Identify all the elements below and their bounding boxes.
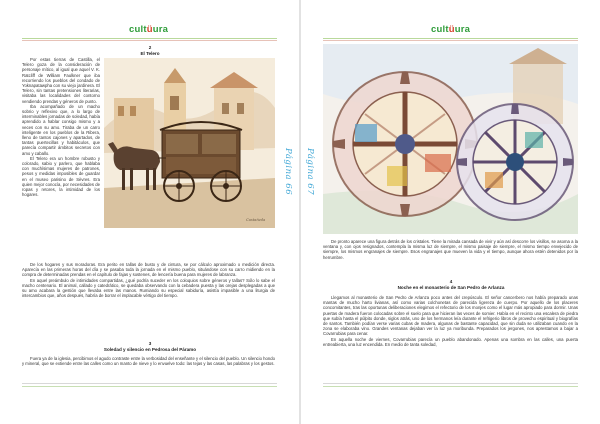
magazine-logo: cultüura [129,24,169,35]
right-body-text [323,295,578,379]
header-rule [323,38,578,39]
illustration-signature: Castañeda [246,218,266,222]
right-page [301,0,600,424]
left-column-text [22,57,100,265]
section-number: 4 [449,279,453,284]
header-rule [22,38,277,39]
left-full-width-text [22,262,275,336]
paragraph: Llegamos al monasterio de San Pedro de Arlanza poco antes del crepúsculo. El señor cancerbero nos había preparado unas mantas de mucho harto livianas, así como varias colchonetas de parecida ligereza de cuerpo. Por aquello de los placeres concomitantes, tras las oportunas deliberaciones elegimos el refectorio de los monjes como el lugar más apropiado para dormir. Unas puertas de madera fueron colocadas sobre el suelo para que hicieran las veces de somier. Había en el recinto una escalera de piedra que subía hasta el púlpito donde, siglos atrás, uno de los hermanos leía durante el refrigerio libros de provecho espiritual y biografías de santos. También podían verse varias cubas de madera, algunas de bastante capacidad, que sin duda se utilizaban cuando en la zona se elaboraba vino. Grandes ventanas dejaban ver la luz ya moribunda. Preparados los jergones, nos aprestamos a bajar a Covarrubias para cenar. [323,295,578,337]
paragraph: Iba acompañado de un macho sobrio y reflexivo que, a lo largo de interminables jornadas de soledad, había aprendido a hablar consigo mismo y a veces con su amo. Tiraba de un carro inteligente en los pueblos de la Ribera, lleno de tantos cajones y apartados, de tantas puertecillas y habitáculos, que parecía compartir ámbitos secretos con amo y caballo. [22,103,100,156]
paragraph: En aquella noche de viernes, Covarrubias parecía un pueblo abandonado. Apenas una sombra en las calles, una puerta entreabierta, una luz encendida. En medio de tanta soledad, [323,336,578,347]
paragraph: De los hogares y sus moradoras. Era perito en tallas de busto y de cintura, se por cálculo aproximado o medición directa. Aparecía en las primeras horas del día y se pasaba toda la jornada en el mismo pueblo, situándose con su carro midiendo en la compra de determinadas prendas en el capítulo de fajas y sostenes, de lencería buena para mujeres de labranza. [22,262,275,278]
section-title: El Telero [140,51,160,56]
left-page [0,0,299,424]
paragraph: El Telero era un hombre robusto y colorado, sabio y parlero, que hablaba con muchísimas mujeres de patrones, pesos y medidas imposibles de guardar en el museo parisino de Sèvres. Era quien mejor conocía, por necesidades de ropas y retores, la intimidad de los hogares. [22,155,100,198]
left-bottom-text [22,356,275,376]
section-number: 2 [148,45,152,50]
gears-watercolor [323,44,578,234]
paragraph: En aquel preámbulo de intimidades compartidas, ¿qué podría suceder en los coloquios sobre géneros y tallas? Sólo lo sabe el macho centenario. El animal, callado y catedrático, se quedaba observando con la cebadera puesta y las orejas desplegadas a que su amo acabara la gestión que llevaba entre las manos. Rumiando su especial sabiduría, asistía impasible a una liturgia de intercambios que, años después, habría de borrar el implacable vértigo del tiempo. [22,277,275,299]
footer-rule [323,383,578,384]
paragraph: Por estas tierras de Castilla, el Telero goza de la consideración de personaje mítico, al igual que aquel V. K. Ratcliff de William Faulkner que iba recorriendo los pueblos del condado de Yoknapatawpha con su viejo jardinera. El Telero, sin tantas pretensiones literarias, visitaba las localidades del contorno vendiendo prendas y géneros de punto. [22,57,100,104]
magazine-logo: cultüura [431,24,471,35]
gears-illustration [323,44,578,234]
left-right-column-text [104,232,275,266]
footer-rule-accent [323,386,578,387]
footer-rule [22,383,277,384]
telero-illustration [104,58,275,228]
right-intro-text [323,239,578,277]
page-number-right: Página 67 [305,148,315,196]
section-number-2: 3 [148,341,152,346]
paragraph: Fuera ya de la iglesia, percibimos el agudo contraste entre la verbosidad del enseñante y el silencio del pueblo. Un silencio hondo y mineral, que se extiende entre las calles como un manto de nieve y lo envuelve todo: las tejas y las casas, las palabras y los gestos. [22,356,275,367]
header-rule-accent [323,40,578,41]
cart-watercolor [104,58,275,228]
section-title-2: Soledad y silencio en Pedrosa del Páramo [103,347,197,352]
footer-rule-accent [22,386,277,387]
header-rule-accent [22,40,277,41]
paragraph: De pronto aparece una figura detrás de los cristales. Tiene la mirada cansada de vivir y aún así descorre los visillos, se asoma a la ventana y, con ojos resignados, contempla la misma luz de siempre, el mismo paisaje de siempre, el mismo tiempo envejecido de siempre, los mismos engranajes de siempre. Esos engranajes que mueven la vida y el tiempo, aunque ahora estén detenidos por la herrumbre. [323,239,578,260]
page-number-left: Página 66 [283,148,293,196]
section-title: Noche en el monasterio de San Pedro de Arlanza [397,285,505,290]
